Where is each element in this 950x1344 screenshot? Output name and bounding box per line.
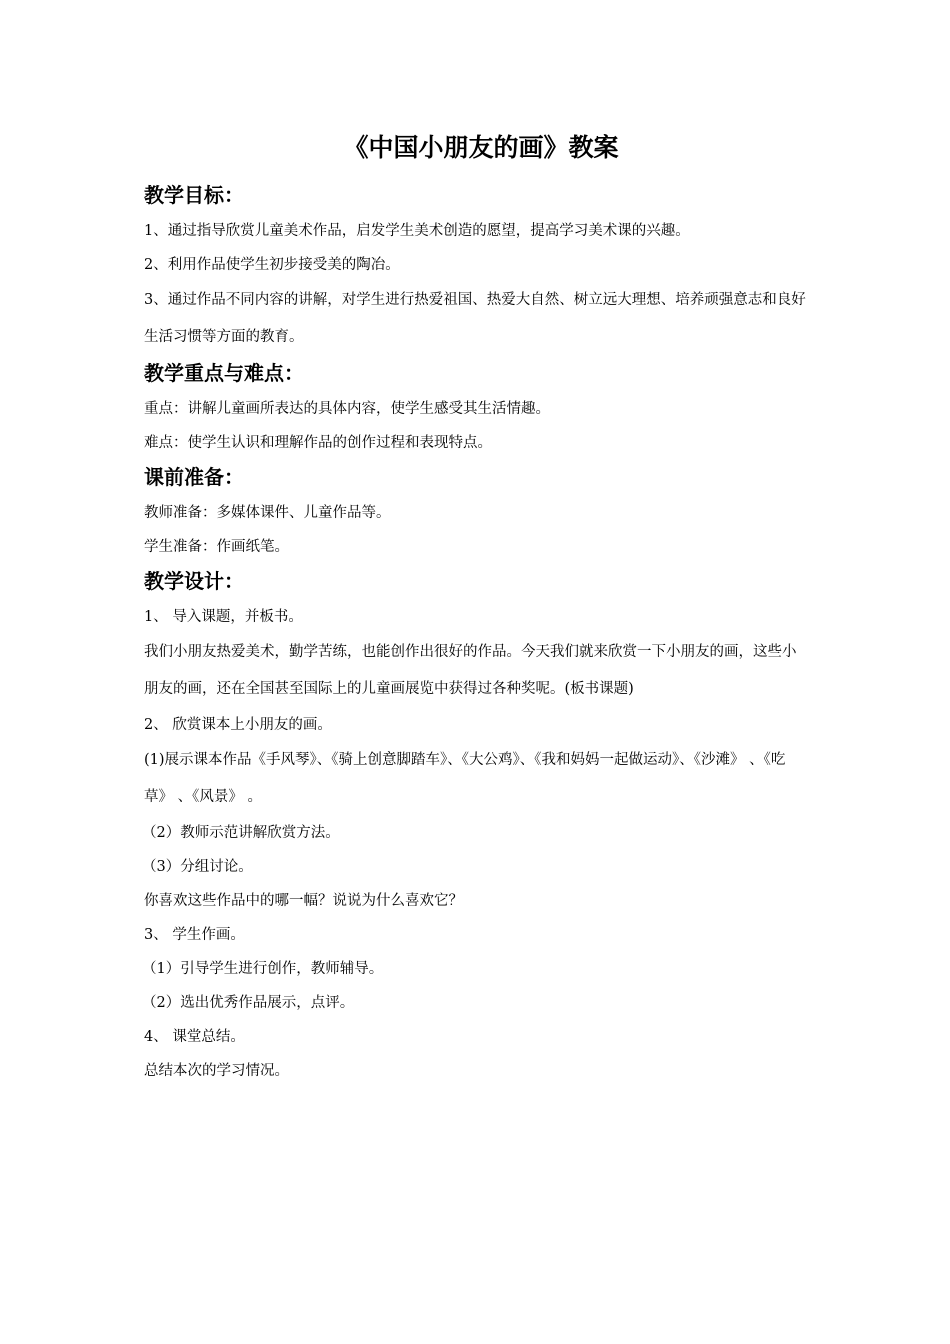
design-substep-line: （2）选出优秀作品展示，点评。 bbox=[142, 995, 355, 1011]
design-body-line: 我们小朋友热爱美术，勤学苦练，也能创作出很好的作品。今天我们就来欣赏一下小朋友的画，这些小朋友的画，还在全国甚至国际上的儿童画展览中获得过各种奖呢。(板书课题) bbox=[144, 644, 797, 697]
design-step-line: 2、 欣赏课本上小朋友的画。 bbox=[144, 717, 332, 733]
design-step-line: 1、 导入课题，并板书。 bbox=[144, 609, 303, 625]
objective-line: 1、通过指导欣赏儿童美术作品，启发学生美术创造的愿望，提高学习美术课的兴趣。 bbox=[144, 223, 690, 239]
difficulty-line: 难点：使学生认识和理解作品的创作过程和表现特点。 bbox=[144, 435, 492, 451]
design-substep-line: （1）引导学生进行创作，教师辅导。 bbox=[142, 961, 384, 977]
teacher-preparation-line: 教师准备：多媒体课件、儿童作品等。 bbox=[144, 505, 391, 521]
section-heading: 教学重点与难点： bbox=[144, 361, 304, 385]
section-teaching-design bbox=[144, 564, 810, 1088]
student-preparation-line: 学生准备：作画纸笔。 bbox=[144, 539, 289, 555]
design-substep-line: （2）教师示范讲解欣赏方法。 bbox=[142, 825, 340, 841]
document-title: 《中国小朋友的画》教案 bbox=[343, 133, 619, 162]
section-heading: 教学设计： bbox=[144, 569, 244, 593]
objective-line: 2、利用作品使学生初步接受美的陶冶。 bbox=[144, 257, 400, 273]
section-heading: 课前准备： bbox=[144, 465, 244, 489]
design-substep-line: （3）分组讨论。 bbox=[142, 859, 253, 875]
design-step-line: 3、 学生作画。 bbox=[144, 927, 245, 943]
objective-line: 3、通过作品不同内容的讲解，对学生进行热爱祖国、热爱大自然、树立远大理想、培养顽强意志和良好生活习惯等方面的教育。 bbox=[144, 292, 806, 345]
design-step-line: 4、 课堂总结。 bbox=[144, 1029, 245, 1045]
key-point-line: 重点：讲解儿童画所表达的具体内容，使学生感受其生活情趣。 bbox=[144, 401, 550, 417]
design-body-line: (1)展示课本作品《手风琴》、《骑上创意脚踏车》、《大公鸡》、《我和妈妈一起做运动》、《沙滩》 、《吃草》 、《风景》 。 bbox=[144, 752, 786, 805]
section-heading: 教学目标： bbox=[144, 183, 244, 207]
design-body-line: 总结本次的学习情况。 bbox=[144, 1063, 289, 1079]
section-key-points bbox=[144, 356, 810, 460]
section-teaching-objectives bbox=[144, 178, 810, 356]
section-preparation bbox=[144, 460, 810, 564]
design-body-line: 你喜欢这些作品中的哪一幅？说说为什么喜欢它？ bbox=[144, 893, 463, 909]
